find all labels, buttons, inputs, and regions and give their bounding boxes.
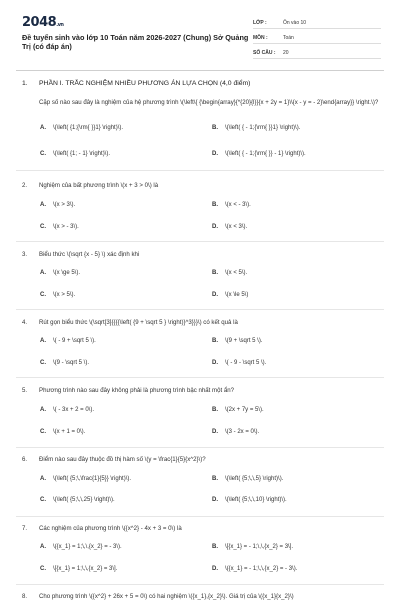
option-7c[interactable] [40,566,117,572]
option-text: \(\left( {5;\,\,10} \right)\). [225,497,287,503]
option-3b[interactable] [212,270,247,276]
option-letter: A. [40,338,46,344]
part-title: PHẦN I. TRẮC NGHIỆM NHIỀU PHƯƠNG ÁN LỰA CHỌN (4,0 điểm) [39,80,251,87]
question-text: Rút gọn biểu thức \(\sqrt[3]{{{{\left( {9 + \sqrt 5 } \right)}^3}}}\) có kết quả là [39,319,238,326]
option-4b[interactable] [212,338,263,344]
option-letter: B. [212,202,218,208]
logo-text: 2048 [22,15,57,30]
option-letter: A. [40,407,46,413]
option-text: \(\left( { - 1;{\rm{ }}1} \right)\). [225,125,301,131]
option-text: \(x \ge 5\). [53,270,81,276]
question-text: Nghiệm của bất phương trình \(x + 3 > 0\) là [39,182,159,189]
option-text: \(x > 5\). [53,292,76,298]
question-number: 6. [22,456,28,463]
option-letter: C. [40,151,46,157]
option-5b[interactable] [212,407,264,413]
option-letter: B. [212,544,218,550]
meta-row-count [253,46,381,59]
option-text: \(x > 3\). [53,202,76,208]
meta-value: Toán [283,35,294,41]
option-2d[interactable] [212,224,247,230]
option-7d[interactable] [212,566,297,572]
option-2a[interactable] [40,202,75,208]
page-header [0,0,400,68]
option-6b[interactable] [212,476,283,482]
option-letter: C. [40,224,46,230]
option-text: \(\left( {5;\,\frac{1}{5}} \right)\). [53,476,132,482]
option-text: \(\left( {5;\,\,5} \right)\). [225,476,284,482]
question-text: Các nghiệm của phương trình \({x^2} - 4x + 3 = 0\) là [39,525,182,532]
option-letter: C. [40,429,46,435]
meta-key: MÔN : [253,35,268,41]
question-separator [16,584,384,585]
option-7b[interactable] [212,544,293,550]
option-text: \(2x + 7y = 5\). [225,407,264,413]
site-logo[interactable] [22,15,63,30]
question-number: 8. [22,593,28,600]
meta-row-subject [253,31,381,44]
option-text: \(\left( {1;{\rm{ }}1} \right)\). [53,125,124,131]
option-1d[interactable] [212,151,306,157]
logo-suffix: .vn [56,22,64,28]
option-text: \(x < - 3\). [225,202,251,208]
option-4c[interactable] [40,360,89,366]
option-letter: B. [212,476,218,482]
option-letter: D. [212,224,218,230]
option-letter: A. [40,544,46,550]
part-number: 1. [22,80,28,87]
option-text: \( - 9 - \sqrt 5 \). [225,360,267,366]
option-text: \(x < 5\). [225,270,248,276]
meta-row-class [253,16,381,29]
question-number: 4. [22,319,28,326]
option-letter: D. [212,360,218,366]
option-1c[interactable] [40,151,110,157]
option-text: \(\left( {5;\,\,25} \right)\). [53,497,115,503]
option-letter: D. [212,151,218,157]
option-letter: A. [40,125,46,131]
option-letter: B. [212,270,218,276]
question-separator [16,516,384,517]
option-letter: C. [40,360,46,366]
option-5d[interactable] [212,429,259,435]
option-text: \(9 + \sqrt 5 \). [225,338,263,344]
question-text: Cho phương trình \({x^2} + 26x + 5 = 0\) có hai nghiệm \({x_1},{x_2}\). Giá trị của \({x_1}{x_2}\) [39,593,294,600]
option-5c[interactable] [40,429,85,435]
option-text: \(3 - 2x = 0\). [225,429,260,435]
question-number: 3. [22,251,28,258]
option-letter: D. [212,429,218,435]
question-number: 2. [22,182,28,189]
option-3d[interactable] [212,292,248,298]
option-letter: B. [212,338,218,344]
option-letter: D. [212,566,218,572]
option-text: \[{x_1} = 1;\,\,{x_2} = 3\]. [53,566,118,572]
option-text: \(x > - 3\). [53,224,79,230]
option-text: \(x \le 5\) [225,292,249,298]
option-letter: A. [40,476,46,482]
option-text: \({x_1} = - 1;\,\,{x_2} = - 3\). [225,566,298,572]
option-7a[interactable] [40,544,122,550]
question-text: Điểm nào sau đây thuộc đồ thị hàm số \(y = \frac{1}{5}{x^2}\)? [39,456,206,463]
option-letter: A. [40,270,46,276]
question-separator [16,309,384,310]
option-text: \[{x_1} = - 1;\,\,{x_2} = 3\]. [225,544,294,550]
option-text: \(x < 3\). [225,224,248,230]
page-title: Đề tuyển sinh vào lớp 10 Toán năm 2026-2027 (Chung) Sở Quảng Trị (có đáp án) [22,33,249,51]
part-heading [22,80,250,87]
meta-key: LỚP : [253,20,267,26]
meta-key: SỐ CÂU : [253,50,276,56]
meta-value: Ôn vào 10 [283,20,307,26]
option-text: \(\left( { - 1;{\rm{ }} - 1} \right)\). [225,151,306,157]
option-4d[interactable] [212,360,266,366]
option-3a[interactable] [40,270,80,276]
option-letter: C. [40,292,46,298]
option-text: \(\left( {1; - 1} \right)\). [53,151,111,157]
question-text: Biểu thức \(\sqrt {x - 5} \) xác định khi [39,251,140,258]
question-separator [16,241,384,242]
option-text: \({x_1} = 1;\,\,{x_2} = - 3\). [53,544,122,550]
option-letter: B. [212,407,218,413]
question-separator [16,447,384,448]
option-3c[interactable] [40,292,75,298]
option-text: \(9 - \sqrt 5 \). [53,360,90,366]
option-letter: B. [212,125,218,131]
question-number: 7. [22,525,28,532]
question-number: 5. [22,387,28,394]
meta-table [253,16,381,61]
option-6c[interactable] [40,497,115,503]
meta-value: 20 [283,50,289,56]
option-text: \( - 9 + \sqrt 5 \). [53,338,96,344]
option-letter: D. [212,497,218,503]
option-2b[interactable] [212,202,251,208]
question-text: Phương trình nào sau đây không phải là phương trình bậc nhất một ẩn? [39,387,235,394]
option-2c[interactable] [40,224,79,230]
option-5a[interactable] [40,407,94,413]
option-letter: C. [40,566,46,572]
option-text: \(x + 1 = 0\). [53,429,86,435]
option-6d[interactable] [212,497,287,503]
question-separator [16,170,384,171]
option-letter: D. [212,292,218,298]
option-letter: A. [40,202,46,208]
option-text: \( - 3x + 2 = 0\). [53,407,95,413]
option-letter: C. [40,497,46,503]
header-divider [16,70,384,71]
option-6a[interactable] [40,476,131,482]
option-1a[interactable] [40,125,123,131]
question-text: Cặp số nào sau đây là nghiệm của hệ phương trình \(\left\{ {\begin{array}{*{20}{l}}{x + 2y = 1}\\{x - y = - 2}\end{array}} \right.\)? [39,99,379,106]
option-4a[interactable] [40,338,96,344]
question-separator [16,377,384,378]
option-1b[interactable] [212,125,300,131]
